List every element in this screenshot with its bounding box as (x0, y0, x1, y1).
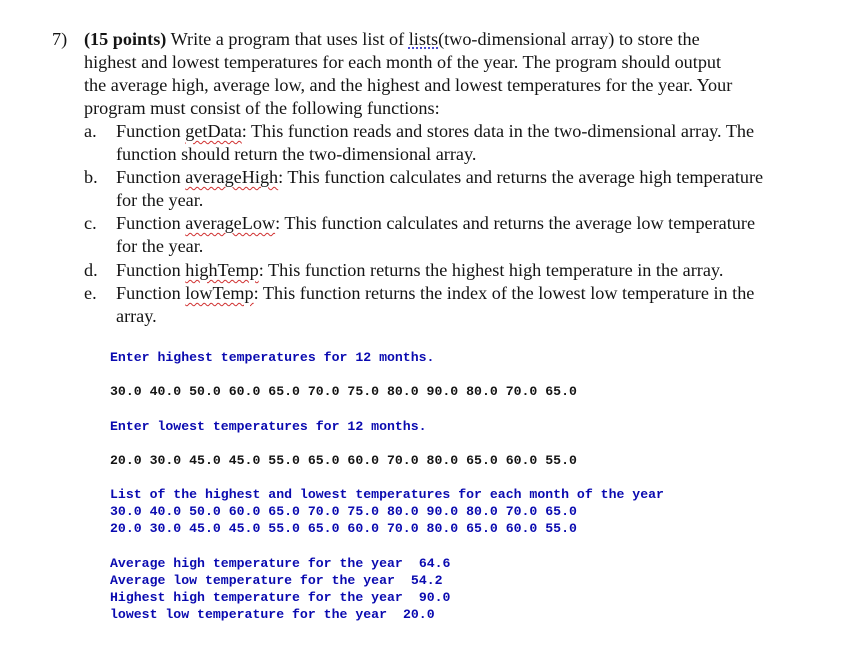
result-value: 20.0 (402, 607, 435, 622)
result-value: 64.6 (418, 556, 451, 571)
function-d-line-1 (116, 259, 723, 282)
function-name-hightemp: highTemp (185, 260, 259, 280)
result-value: 90.0 (418, 590, 451, 605)
function-d-marker: d. (84, 260, 98, 280)
prompt-high-temps: Enter highest temperatures for 12 months. (110, 350, 435, 365)
function-a-line-2: function should return the two-dimensional array. (116, 144, 477, 164)
intro-text-cont: two-dimensional array) to store the (444, 29, 700, 49)
function-description: : This function calculates and returns the average low temperature (275, 213, 756, 233)
function-a-marker: a. (84, 121, 97, 141)
function-e-marker: e. (84, 283, 97, 303)
result-average-low (110, 572, 443, 589)
function-b-line-2: for the year. (116, 190, 204, 210)
list-high-row: 30.0 40.0 50.0 60.0 65.0 70.0 75.0 80.0 90.0 80.0 70.0 65.0 (110, 504, 577, 519)
input-low-temps: 20.0 30.0 45.0 45.0 55.0 65.0 60.0 70.0 80.0 65.0 60.0 55.0 (110, 453, 577, 468)
result-label: lowest low temperature for the year (110, 607, 387, 622)
question-intro-line-2: highest and lowest temperatures for each month of the year. The program should output (84, 52, 722, 72)
function-name-getdata: getData (185, 121, 242, 141)
prompt-low-temps: Enter lowest temperatures for 12 months. (110, 419, 427, 434)
lists-term: lists( (408, 29, 445, 49)
question-intro-line-1 (84, 28, 700, 51)
function-e-line-1 (116, 282, 754, 305)
question-number: 7) (52, 29, 68, 49)
result-label: Highest high temperature for the year (110, 590, 403, 605)
function-description: : This function reads and stores data in the two-dimensional array. The (241, 121, 755, 141)
list-header: List of the highest and lowest temperatures for each month of the year (110, 487, 664, 502)
points-label: (15 points) (84, 29, 167, 49)
function-description: : This function returns the index of the lowest low temperature in the (253, 283, 755, 303)
result-label: Average low temperature for the year (110, 573, 395, 588)
result-label: Average high temperature for the year (110, 556, 403, 571)
function-prefix: Function (116, 213, 181, 233)
function-prefix: Function (116, 283, 181, 303)
function-a-line-1 (116, 120, 754, 143)
function-b-marker: b. (84, 167, 98, 187)
function-prefix: Function (116, 167, 181, 187)
function-b-line-1 (116, 166, 763, 189)
function-c-line-2: for the year. (116, 236, 204, 256)
function-name-averagelow: averageLow (185, 213, 276, 233)
result-highest-high (110, 589, 450, 606)
function-prefix: Function (116, 121, 181, 141)
function-c-line-1 (116, 212, 755, 235)
intro-text: Write a program that uses list of (170, 29, 405, 49)
list-low-row: 20.0 30.0 45.0 45.0 55.0 65.0 60.0 70.0 80.0 65.0 60.0 55.0 (110, 521, 577, 536)
function-name-averagehigh: averageHigh (185, 167, 279, 187)
function-prefix: Function (116, 260, 181, 280)
question-intro-line-3: the average high, average low, and the highest and lowest temperatures for the year. Your (84, 75, 733, 95)
function-description: : This function returns the highest high temperature in the array. (258, 260, 724, 280)
result-value: 54.2 (410, 573, 443, 588)
input-high-temps: 30.0 40.0 50.0 60.0 65.0 70.0 75.0 80.0 90.0 80.0 70.0 65.0 (110, 384, 577, 399)
function-description: : This function calculates and returns the average high temperature (278, 167, 764, 187)
function-e-line-2: array. (116, 306, 157, 326)
result-average-high (110, 555, 450, 572)
result-lowest-low (110, 606, 435, 623)
function-c-marker: c. (84, 213, 97, 233)
question-intro-line-4: program must consist of the following functions: (84, 98, 440, 118)
function-name-lowtemp: lowTemp (185, 283, 254, 303)
